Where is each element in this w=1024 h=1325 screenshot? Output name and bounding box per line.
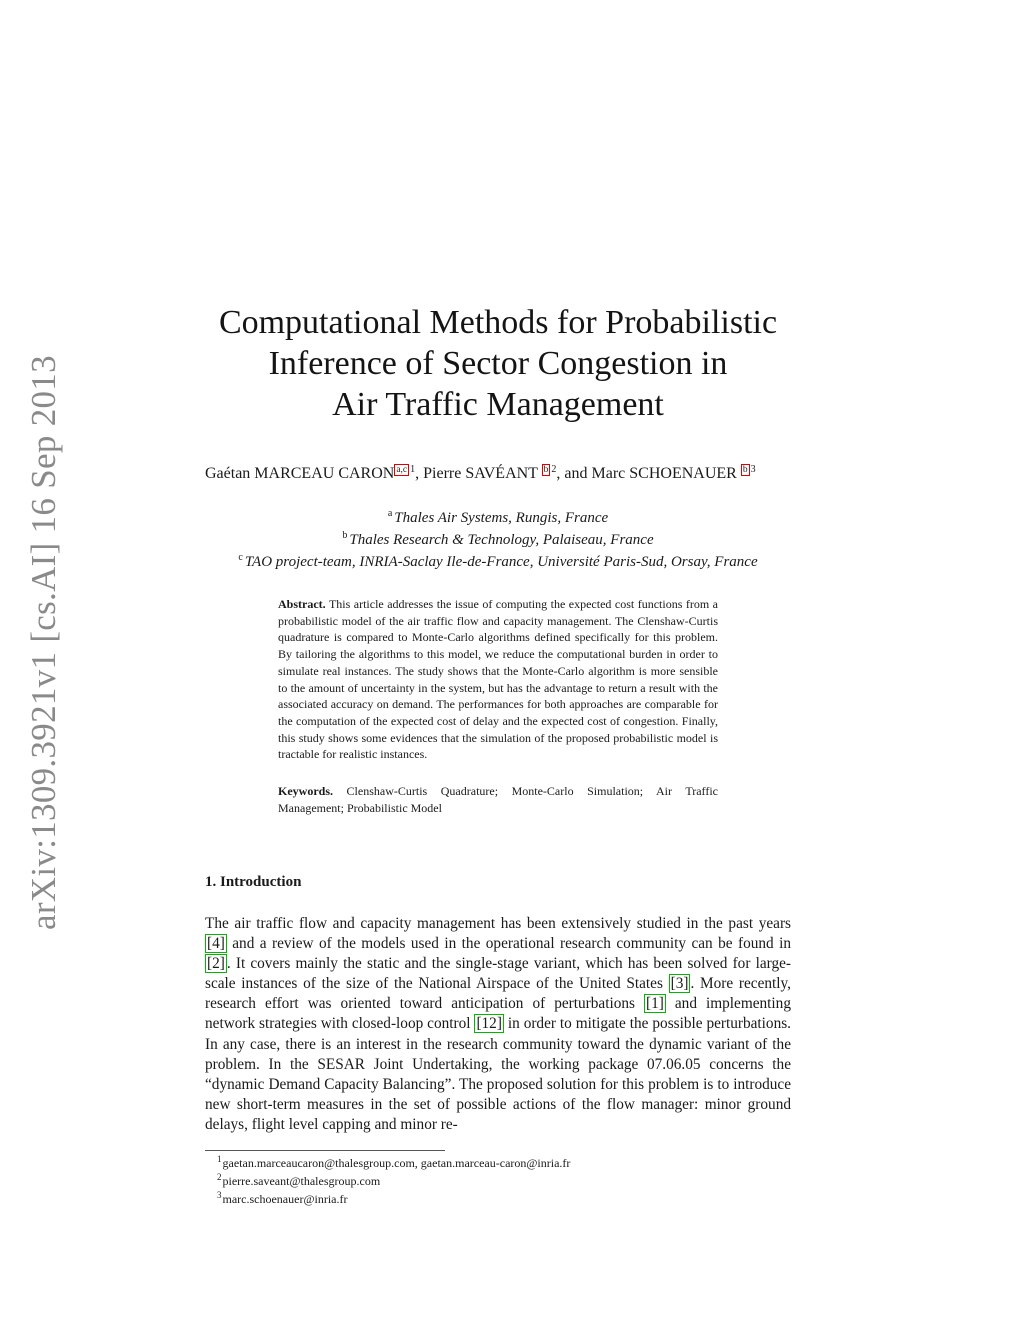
affiliation-link[interactable]: b [543,465,549,475]
arxiv-identifier-stamp: arXiv:1309.3921v1 [cs.AI] 16 Sep 2013 [24,355,63,930]
footnote-text: marc.schoenauer@inria.fr [222,1192,348,1206]
affiliation-letter: c [238,552,243,563]
abstract-text: This article addresses the issue of computing the expected cost functions from a probabilistic model of the air traffic flow and capacity management. The Clenshaw-Curtis quadrature is compared to Monte-Carlo algorithms defined specifically for this problem. By tailoring the algorithms to this model, we reduce the computational burden in order to simulate real instances. The study shows that the Monte-Carlo algorithm is more sensible to the amount of uncertainty in the system, but has the advantage to return a result with the associated accuracy on demand. The performances for both approaches are comparable for the computation of the expected cost of delay and the expected cost of congestion. Finally, this study shows some evidences that the simulation of the proposed probabilistic model is tractable for realistic instances. [278,597,718,762]
citation-link[interactable]: [2] [207,955,225,973]
abstract [278,596,718,763]
affiliation-line [200,530,796,552]
title-line: Computational Methods for Probabilistic [218,304,778,341]
introduction-paragraph [205,914,791,1135]
footnote [217,1173,570,1191]
author-name: Gaétan MARCEAU CARON [205,465,395,482]
footnote-text: gaetan.marceaucaron@thalesgroup.com, gaetan.marceau-caron@inria.fr [222,1156,571,1170]
intro-text: and implementing network strategies with closed-loop control [205,995,791,1033]
author-list [205,464,825,486]
footnote-mark: 1 [410,464,416,475]
affiliation-text: TAO project-team, INRIA-Saclay Ile-de-France, Université Paris-Sud, Orsay, France [244,554,758,570]
citation-link[interactable]: [12] [476,1015,502,1033]
citation-link[interactable]: [1] [646,995,664,1013]
intro-text: . It covers mainly the static and the single-stage variant, which has been solved for large-scale instances of the size of the National Airspace of the United States [205,955,791,993]
author-name: , and Marc SCHOENAUER [556,465,741,482]
affiliation-line [200,552,796,574]
footnote-text: pierre.saveant@thalesgroup.com [222,1174,381,1188]
footnote-number: 1 [217,1154,222,1164]
abstract-label: Abstract. [278,597,326,611]
affiliations [200,508,796,574]
affiliation-letter: a [387,508,393,519]
affiliation-letter: b [342,530,348,541]
affiliation-link[interactable]: a,c [396,465,408,475]
affiliation-text: Thales Research & Technology, Palaiseau, France [349,532,654,548]
footnote-divider [205,1150,445,1151]
footnote-number: 3 [217,1190,222,1200]
footnote-mark: 2 [551,464,557,475]
keywords-label: Keywords. [278,784,333,798]
author-name: , Pierre SAVÉANT [415,465,542,482]
footnote [217,1191,570,1209]
section-heading: 1. Introduction [205,874,302,890]
footnote-mark: 3 [750,464,756,475]
affiliation-link[interactable]: b [742,465,748,475]
keywords [278,783,718,816]
keywords-text: Clenshaw-Curtis Quadrature; Monte-Carlo Simulation; Air Traffic Management; Probabilistic Model [278,784,718,815]
intro-text: The air traffic flow and capacity management has been extensively studied in the past years [205,915,791,932]
intro-text: . More recently, research effort was oriented toward anticipation of perturbations [205,975,792,1013]
citation-link[interactable]: [4] [207,935,225,953]
intro-text: and a review of the models used in the operational research community can be found in [226,935,791,953]
title-line: Inference of Sector Congestion in [268,345,728,382]
affiliation-text: Thales Air Systems, Rungis, France [394,510,609,526]
footnote-number: 2 [217,1172,222,1182]
footnotes [217,1155,570,1209]
intro-text: in order to mitigate the possible perturbations. In any case, there is an interest in the research community toward the dynamic variant of the problem. In the SESAR Joint Undertaking, the working package 07.06.05 concerns the “dynamic Demand Capacity Balancing”. The proposed solution for this problem is to introduce new short-term measures in the set of possible actions of the flow manager: minor ground delays, flight level capping and minor re- [205,1015,791,1133]
paper-title [200,302,796,425]
affiliation-line [200,508,796,530]
footnote [217,1155,570,1173]
title-line: Air Traffic Management [332,386,664,423]
citation-link[interactable]: [3] [670,975,689,993]
